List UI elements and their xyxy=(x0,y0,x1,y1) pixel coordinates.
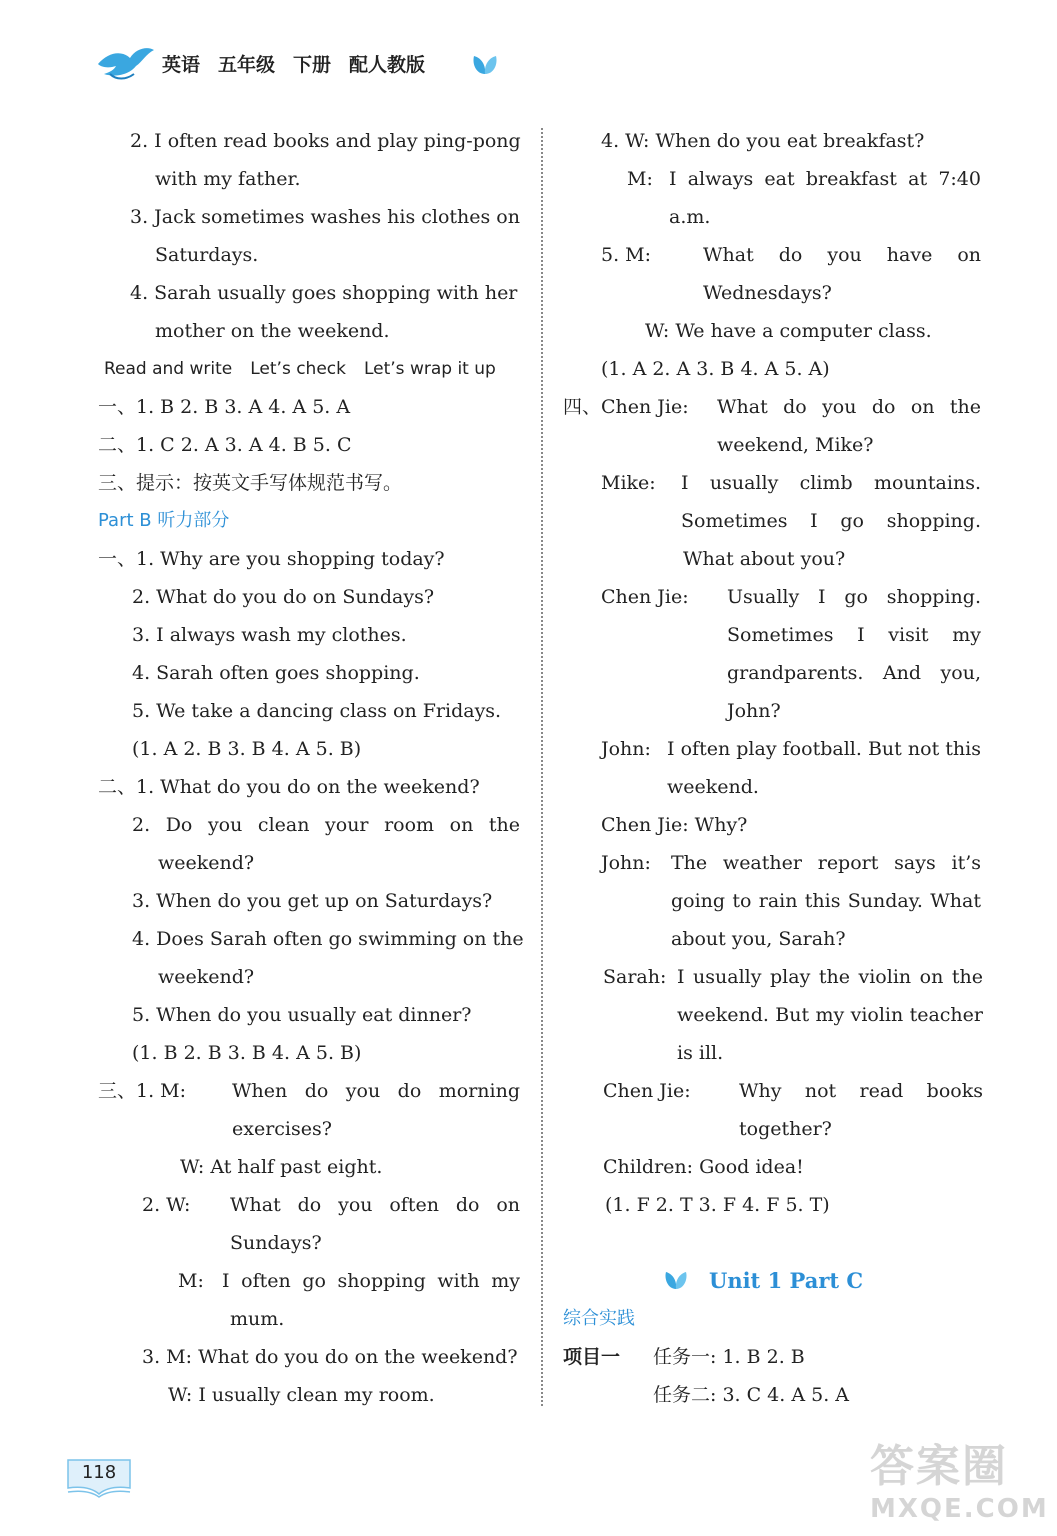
transcript-line: What do you have on xyxy=(703,244,981,266)
transcript-line: exercises? xyxy=(232,1118,332,1140)
watermark-logo-text: 答案圈 xyxy=(870,1441,1008,1492)
transcript-line: going to rain this Sunday. What xyxy=(671,890,981,912)
transcript-line: W: We have a computer class. xyxy=(645,320,932,342)
transcript-line: Sundays? xyxy=(230,1232,322,1254)
leaf-icon xyxy=(470,54,500,76)
answer-line: 2. I often read books and play ping-pong xyxy=(130,130,521,152)
transcript-line: 3. I always wash my clothes. xyxy=(132,624,407,646)
transcript-line: weekend? xyxy=(158,966,255,988)
transcript-line: 5. We take a dancing class on Fridays. xyxy=(132,700,502,722)
transcript-line: weekend, Mike? xyxy=(717,434,874,456)
transcript-line: Wednesdays? xyxy=(703,282,832,304)
transcript-line: mum. xyxy=(230,1308,285,1330)
speaker-label: Chen Jie: xyxy=(603,1080,691,1102)
leaf-icon xyxy=(663,1269,689,1291)
transcript-line: What do you do on the xyxy=(717,396,981,418)
transcript-line: Usually I go shopping. xyxy=(727,586,981,608)
header-volume: 下册 xyxy=(293,54,332,76)
page-number-box xyxy=(66,1456,132,1498)
transcript-line: I usually climb mountains. xyxy=(681,472,981,494)
project-label: 项目一 xyxy=(563,1346,621,1368)
speaker-label: Chen Jie: xyxy=(601,586,689,608)
lets-wrap-label: Let’s wrap it up xyxy=(363,359,496,379)
answer-key-line: (1. F 2. T 3. F 4. F 5. T) xyxy=(605,1194,830,1216)
page-number: 118 xyxy=(81,1462,117,1483)
transcript-line: What about you? xyxy=(683,548,846,570)
transcript-line: Sometimes I visit my xyxy=(727,624,981,646)
answer-line: mother on the weekend. xyxy=(155,320,390,342)
part-b-heading: Part B 听力部分 xyxy=(98,510,230,531)
transcript-line: a.m. xyxy=(669,206,711,228)
transcript-line: 3. When do you get up on Saturdays? xyxy=(132,890,493,912)
transcript-line: Chen Jie: Why? xyxy=(601,814,748,836)
transcript-line: 4. Does Sarah often go swimming on the xyxy=(132,928,524,950)
answer-key-line: (1. B 2. B 3. B 4. A 5. B) xyxy=(132,1042,362,1064)
transcript-line: about you, Sarah? xyxy=(671,928,846,950)
answer-line: 3. Jack sometimes washes his clothes on xyxy=(130,206,520,228)
bird-logo-icon xyxy=(96,44,156,82)
answer-key-line: 一、1. B 2. B 3. A 4. A 5. A xyxy=(98,396,351,418)
transcript-line: W: I usually clean my room. xyxy=(168,1384,435,1406)
watermark-url: MXQE.COM xyxy=(870,1494,1049,1524)
transcript-line: is ill. xyxy=(677,1042,724,1064)
answer-key-line: 二、1. C 2. A 3. A 4. B 5. C xyxy=(98,434,352,456)
transcript-line: weekend. But my violin teacher xyxy=(677,1004,983,1026)
speaker-label: John: xyxy=(601,852,651,874)
speaker-label: Sarah: xyxy=(603,966,667,988)
answer-line: Saturdays. xyxy=(155,244,259,266)
column-divider xyxy=(541,128,543,1406)
transcript-line: Sometimes I go shopping. xyxy=(681,510,981,532)
transcript-line: 3. M: What do you do on the weekend? xyxy=(142,1346,518,1368)
unit-heading xyxy=(563,1262,988,1300)
answer-line: 4. Sarah usually goes shopping with her xyxy=(130,282,518,304)
transcript-line: W: At half past eight. xyxy=(180,1156,383,1178)
section-heading-read-write xyxy=(98,350,530,388)
speaker-label: 三、1. M: xyxy=(98,1080,187,1102)
header-grade: 五年级 xyxy=(218,54,276,76)
left-column xyxy=(98,122,530,1414)
answer-key-line: 三、提示：按英文手写体规范书写。 xyxy=(98,472,403,494)
transcript-line: 5. When do you usually eat dinner? xyxy=(132,1004,472,1026)
lets-check-label: Let’s check xyxy=(250,359,346,379)
answer-line: with my father. xyxy=(155,168,301,190)
answer-key-line: (1. A 2. A 3. B 4. A 5. A) xyxy=(601,358,830,380)
transcript-line: 4. W: When do you eat breakfast? xyxy=(601,130,925,152)
header-subject: 英语 xyxy=(162,54,201,76)
transcript-line: I usually play the violin on the xyxy=(677,966,983,988)
transcript-line: 一、1. Why are you shopping today? xyxy=(98,548,445,570)
speaker-label: 四、Chen Jie: xyxy=(563,396,689,418)
transcript-line: I always eat breakfast at 7:40 xyxy=(669,168,981,190)
practice-heading: 综合实践 xyxy=(563,1308,635,1329)
transcript-line: 2. What do you do on Sundays? xyxy=(132,586,435,608)
transcript-line: 二、1. What do you do on the weekend? xyxy=(98,776,480,798)
transcript-line: Why not read books xyxy=(739,1080,983,1102)
transcript-line: 4. Sarah often goes shopping. xyxy=(132,662,420,684)
transcript-line: weekend? xyxy=(158,852,255,874)
header-title xyxy=(162,50,443,77)
watermark xyxy=(870,1440,1049,1530)
transcript-line: What do you often do on xyxy=(230,1194,520,1216)
transcript-line: I often go shopping with my xyxy=(222,1270,520,1292)
page-header xyxy=(96,44,526,84)
speaker-label: 2. W: xyxy=(142,1194,191,1216)
speaker-label: John: xyxy=(601,738,651,760)
read-and-write-label: Read and write xyxy=(104,359,233,379)
transcript-line: 2. Do you clean your room on the xyxy=(132,814,520,836)
transcript-line: weekend. xyxy=(667,776,759,798)
speaker-label: Mike: xyxy=(601,472,656,494)
task-answer-line: 任务一: 1. B 2. B xyxy=(653,1346,805,1368)
speaker-label: M: xyxy=(178,1270,204,1292)
speaker-label: 5. M: xyxy=(601,244,652,266)
transcript-line: Children: Good idea! xyxy=(603,1156,804,1178)
unit-title: Unit 1 Part C xyxy=(709,1268,864,1293)
task-answer-line: 任务二: 3. C 4. A 5. A xyxy=(653,1384,850,1406)
answer-key-line: (1. A 2. B 3. B 4. A 5. B) xyxy=(132,738,362,760)
transcript-line: I often play football. But not this xyxy=(667,738,981,760)
right-column xyxy=(563,122,988,1414)
transcript-line: John? xyxy=(727,700,781,722)
speaker-label: M: xyxy=(627,168,653,190)
transcript-line: together? xyxy=(739,1118,832,1140)
transcript-line: grandparents. And you, xyxy=(727,662,981,684)
header-edition: 配人教版 xyxy=(349,54,426,76)
transcript-line: The weather report says it’s xyxy=(671,852,981,874)
transcript-line: When do you do morning xyxy=(232,1080,520,1102)
